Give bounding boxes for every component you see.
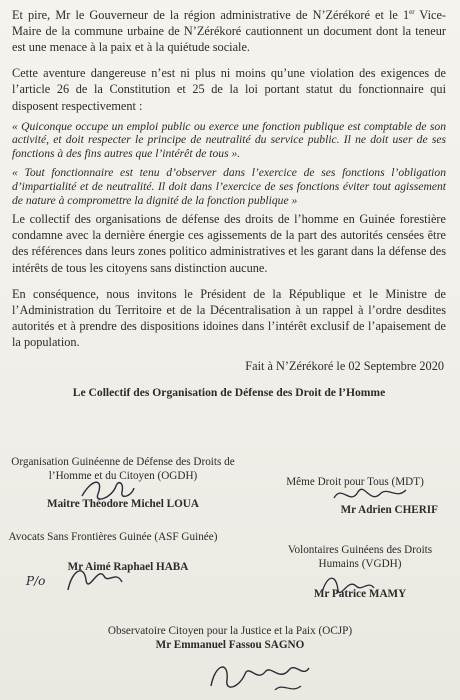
- signature-cherif: [330, 480, 410, 510]
- paragraph-3: Le collectif des organisations de défense des droits de l’homme en Guinée forestière condamne avec la dernière énergie ces agissements de la part des autorités censées être des références dans leurs zones politico administratives et les garant dans la défense des intérêts de tous les citoyens sans distinction aucune.: [12, 212, 446, 275]
- quote-constitution: « Quiconque occupe un emploi public ou exerce une fonction publique est comptable de son activité, et doit respecter le principe de neutralité du service public. Il ne doit user de ses fonctions à des fins autres que l’intérêt de tous ».: [12, 119, 446, 160]
- paragraph-1: [12, 4, 446, 55]
- signatory-ocjp: [60, 624, 400, 652]
- superscript: er: [409, 8, 415, 16]
- collectif-title: Le Collectif des Organisation de Défense des Droit de l’Homme: [72, 385, 386, 399]
- signature-mamy: [318, 568, 378, 602]
- po-mark: P/o: [26, 574, 46, 588]
- paragraph-2: Cette aventure dangereuse n’est ni plus ni moins qu’une violation des exigences de l’article 26 de la Constitution et 25 de la loi portant statut du fonctionnaire qui disposent respectivement :: [12, 66, 446, 113]
- signatory-name: Mr Aimé Raphael HABA: [67, 561, 189, 573]
- date-line: Fait à N’Zérékoré le 02 Septembre 2020: [245, 358, 444, 373]
- signatory-name: Mr Adrien CHERIF: [340, 504, 438, 516]
- signature-sagno: [205, 652, 315, 698]
- signatory-name: Mr Emmanuel Fassou SAGNO: [155, 639, 305, 651]
- signatory-org: Même Droit pour Tous (MDT): [286, 476, 424, 488]
- signatory-name: Maitre Théodore Michel LOUA: [47, 498, 199, 510]
- signatory-org: Volontaires Guinéens des Droits Humains (VGDH): [287, 544, 433, 570]
- signatory-name: Mr Patrice MAMY: [313, 588, 407, 600]
- signatory-org: Avocats Sans Frontières Guinée (ASF Guinée): [8, 531, 218, 543]
- signature-haba: [62, 560, 132, 600]
- signature-loua: [78, 474, 138, 508]
- paragraph-1-text: Et pire, Mr le Gouverneur de la région administrative de N’Zérékoré et le 1: [12, 8, 410, 23]
- signatory-org: Observatoire Citoyen pour la Justice et la Paix (OCJP): [107, 625, 353, 637]
- paragraph-1-text-cont: Vice-Maire de la commune urbaine de N’Zérékoré cautionnent un document dont la teneur est une menace à la paix et à la quiétude sociale.: [12, 8, 447, 55]
- quote-statut: « Tout fonctionnaire est tenu d’observer dans l’exercice de ses fonctions l’obligation d’impartialité et de neutralité. Il doit dans l’exercice de ses fonctions éviter tout agissement de nature à compromettre la dignité de la fonction publique »: [12, 166, 446, 207]
- signatory-org: Organisation Guinéenne de Défense des Droits de l’Homme et du Citoyen (OGDH): [11, 456, 235, 482]
- paragraph-4: En conséquence, nous invitons le Président de la République et le Ministre de l’Administration du Territoire et de la Décentralisation à un rappel à l’ordre desdites autorités et à prendre des dispositions idoines dans l’intérêt exclusif de l’apaisement de la population.: [12, 286, 446, 349]
